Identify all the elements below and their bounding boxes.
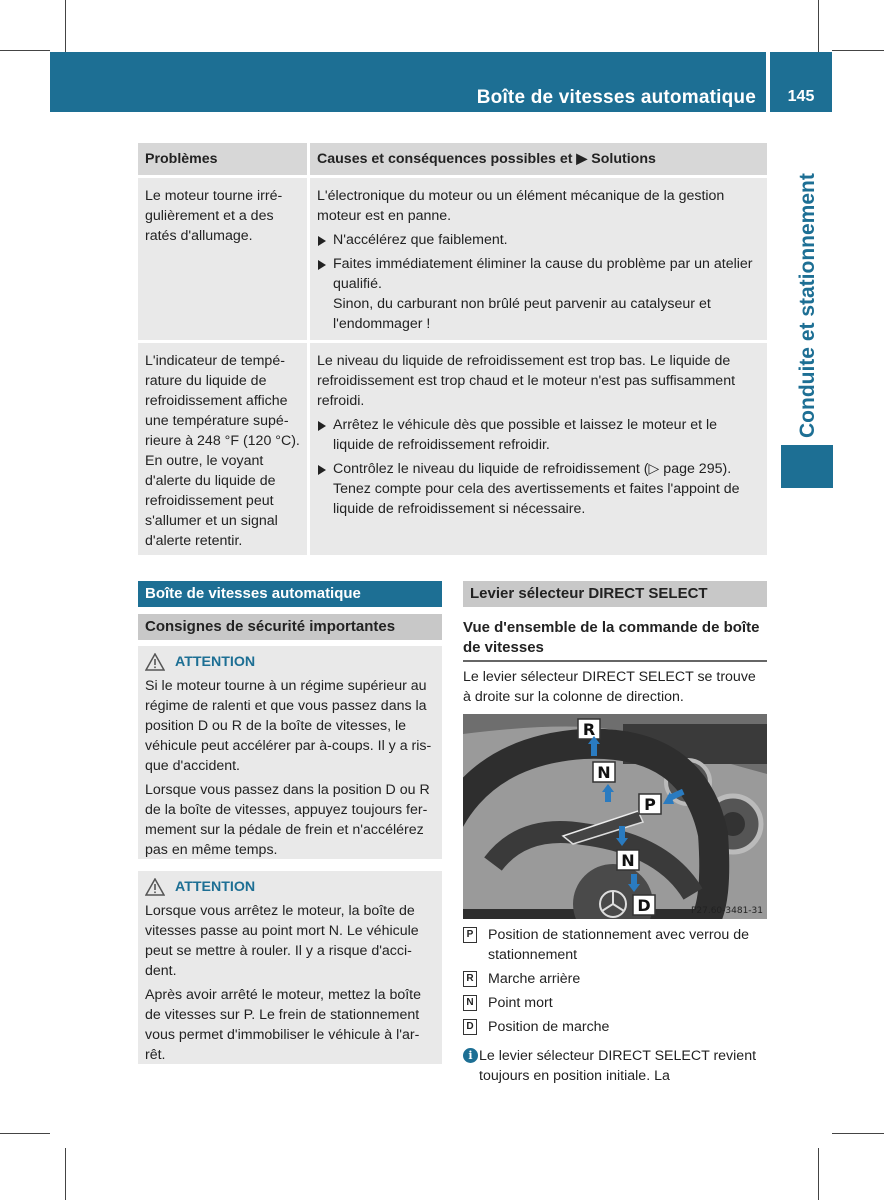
warning-box — [138, 871, 442, 1064]
section-title: Boîte de vitesses automatique — [138, 581, 442, 607]
warning-triangle-icon — [145, 878, 165, 896]
solution-item: Contrôlez le niveau du liquide de refroidissement (▷ page 295). Tenez compte pour cela des avertissements et faites l'appoint de liquide de refroidissement si nécessaire. — [317, 459, 760, 519]
steering-wheel-illustration — [463, 714, 767, 919]
table-header-problems: Problèmes — [138, 143, 310, 178]
bullet-arrow-icon — [318, 465, 326, 475]
crop-mark — [0, 50, 50, 51]
page-header — [50, 52, 766, 112]
table-row — [138, 178, 767, 343]
problem-cell: L'indicateur de température du liquide de refroidissement affiche une température supérieure à 248 °F (120 °C). En outre, le voyant d'alerte du liquide de refroidissement peut s'allumer et un signal d'alerte retentir. — [138, 343, 310, 555]
warning-triangle-icon — [145, 653, 165, 671]
gear-selector-photo — [463, 714, 767, 919]
side-tab-marker — [781, 445, 833, 488]
right-intro: Le levier sélecteur DIRECT SELECT se trouve à droite sur la colonne de direction. — [463, 669, 756, 705]
key-symbol: N — [463, 995, 477, 1011]
right-heading: Vue d'ensemble de la commande de boîte de vitesses — [463, 618, 767, 662]
side-tab-label: Conduite et stationnement — [796, 173, 819, 438]
table-header-causes: Causes et conséquences possibles et ▶ Solutions — [310, 143, 767, 178]
warning-box — [138, 646, 442, 859]
bullet-arrow-icon — [318, 260, 326, 270]
warning-paragraph: Lorsque vous arrêtez le moteur, la boîte de vitesses passe au point mort N. Le véhicule peut se mettre à rouler. Il y a risque d'accident. — [145, 903, 419, 979]
image-label: R — [582, 720, 596, 739]
right-section-title: Levier sélecteur DIRECT SELECT — [463, 581, 767, 607]
image-label: N — [621, 851, 635, 870]
warning-paragraph: Après avoir arrêté le moteur, mettez la boîte de vitesses sur P. Le frein de stationnement vous permet d'immobiliser le véhicule à l'arrêt. — [145, 987, 421, 1063]
image-label: D — [637, 896, 651, 915]
legend-item: D Position de marche — [463, 1017, 769, 1037]
info-note — [463, 1046, 769, 1086]
problem-cell: Le moteur tourne irrégulièrement et a des ratés d'allumage. — [138, 178, 310, 343]
image-code: P27.60-3481-31 — [690, 906, 763, 916]
cause-cell — [310, 178, 767, 343]
info-icon: i — [463, 1048, 478, 1063]
warning-heading: ATTENTION — [145, 877, 435, 899]
image-label: P — [644, 795, 656, 814]
page-title: Boîte de vitesses automatique — [476, 87, 756, 108]
cause-cell — [310, 343, 767, 555]
key-symbol: P — [463, 927, 477, 943]
table-row — [138, 343, 767, 555]
key-symbol: R — [463, 971, 477, 987]
bullet-arrow-icon — [318, 236, 326, 246]
warning-paragraph: Si le moteur tourne à un régime supérieur au régime de ralenti et que vous passez dans la position D ou R de la boîte de vitesses, le véhicule peut accélérer par à-coups. Il y a risque d'accident. — [145, 678, 432, 774]
legend-item: R Marche arrière — [463, 969, 769, 989]
solution-item: Faites immédiatement éliminer la cause du problème par un atelier qualifié. Sinon, du carburant non brûlé peut parvenir au catalyseur et l'endommager ! — [317, 254, 760, 334]
solution-note: Sinon, du carburant non brûlé peut parvenir au catalyseur et l'endommager ! — [333, 296, 711, 332]
crop-mark — [818, 0, 819, 52]
subsection-title: Consignes de sécurité importantes — [138, 614, 442, 640]
crop-mark — [818, 1148, 819, 1200]
warning-paragraph: Lorsque vous passez dans la position D ou R de la boîte de vitesses, appuyez toujours fermement sur la pédale de frein et n'accélérez pas en même temps. — [145, 782, 430, 858]
cause-text: Le niveau du liquide de refroidissement est trop bas. Le liquide de refroidissement est trop chaud et le moteur n'est pas suffisamment refroidi. — [317, 353, 736, 409]
page-number: 145 — [787, 88, 815, 105]
image-label: N — [597, 763, 611, 782]
crop-mark — [0, 1133, 50, 1134]
warning-heading: ATTENTION — [145, 652, 435, 674]
crop-mark — [832, 1133, 884, 1134]
key-symbol: D — [463, 1019, 477, 1035]
solution-item: N'accélérez que faiblement. — [317, 230, 760, 250]
crop-mark — [65, 0, 66, 52]
troubleshooting-table — [138, 143, 767, 555]
crop-mark — [65, 1148, 66, 1200]
legend-item: P Position de stationnement avec verrou de stationnement — [463, 925, 769, 965]
page-number-box — [770, 52, 832, 112]
legend-list — [463, 925, 769, 1041]
cause-text: L'électronique du moteur ou un élément mécanique de la gestion moteur est en panne. — [317, 188, 725, 224]
bullet-arrow-icon — [318, 421, 326, 431]
crop-mark — [832, 50, 884, 51]
solution-item: Arrêtez le véhicule dès que possible et laissez le moteur et le liquide de refroidissement refroidir. — [317, 415, 760, 455]
info-text: Le levier sélecteur DIRECT SELECT revient toujours en position initiale. La — [479, 1048, 757, 1084]
legend-item: N Point mort — [463, 993, 769, 1013]
